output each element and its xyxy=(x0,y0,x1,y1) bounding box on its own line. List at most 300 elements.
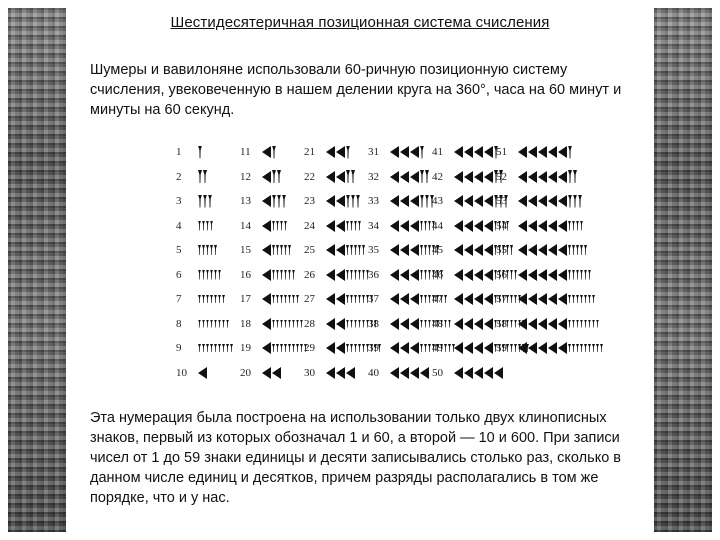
ten-wedge-icon xyxy=(390,195,399,207)
ten-wedge-icon xyxy=(326,342,335,354)
ten-wedge-icon xyxy=(336,146,345,158)
one-wedge-icon xyxy=(210,295,213,303)
one-wedge-icon xyxy=(284,221,287,231)
one-wedge-icon xyxy=(351,195,355,208)
one-wedge-icon xyxy=(272,245,275,255)
ten-wedge-icon xyxy=(454,195,463,207)
one-wedge-icon xyxy=(218,320,221,328)
page-title: Шестидесятеричная позиционная система счисления xyxy=(170,14,550,31)
ten-wedge-icon xyxy=(454,342,463,354)
cuneiform-numeral-glyph xyxy=(326,195,360,208)
ten-wedge-icon xyxy=(262,195,271,207)
ten-wedge-icon xyxy=(410,318,419,330)
one-wedge-icon xyxy=(350,221,353,231)
one-wedge-icon xyxy=(362,270,365,280)
intro-paragraph: Шумеры и вавилоняне использовали 60-ричную позиционную систему счисления, увековеченную в нашем делении круга на 360°, часа на 60 минут и минуты на 60 секунд. xyxy=(90,62,622,118)
numeral-cell xyxy=(176,238,217,262)
ten-wedge-icon xyxy=(326,195,335,207)
numeral-cell xyxy=(304,140,350,164)
ten-wedge-icon xyxy=(538,244,547,256)
numeral-cell xyxy=(176,214,213,238)
numeral-label: 11 xyxy=(240,146,251,158)
one-wedge-icon xyxy=(276,270,279,280)
one-wedge-icon xyxy=(596,320,599,328)
numeral-label: 59 xyxy=(496,342,507,354)
numeral-label: 14 xyxy=(240,219,251,232)
one-wedge-icon xyxy=(280,221,283,231)
one-wedge-icon xyxy=(206,245,209,255)
one-wedge-icon xyxy=(354,221,357,231)
ten-wedge-icon xyxy=(390,244,399,256)
numeral-label: 13 xyxy=(240,195,251,207)
ten-wedge-icon xyxy=(262,220,271,232)
numeral-label: 53 xyxy=(496,195,507,207)
numeral-cell xyxy=(368,165,429,189)
one-wedge-icon xyxy=(296,320,299,328)
one-wedge-icon xyxy=(576,221,579,231)
one-wedge-icon xyxy=(214,320,217,328)
one-wedge-icon xyxy=(276,344,279,352)
cuneiform-numeral-glyph xyxy=(518,220,583,232)
numeral-cell xyxy=(368,214,435,238)
one-wedge-icon xyxy=(576,295,579,303)
numeral-label: 58 xyxy=(496,317,507,330)
ten-wedge-icon xyxy=(484,293,493,305)
one-wedge-icon xyxy=(276,221,279,231)
numeral-cell xyxy=(368,238,439,262)
ten-wedge-icon xyxy=(538,269,547,281)
ten-wedge-icon xyxy=(518,195,527,207)
ten-wedge-icon xyxy=(262,146,271,158)
ten-wedge-icon xyxy=(346,367,355,379)
numeral-cell xyxy=(368,189,434,213)
ten-wedge-icon xyxy=(410,171,419,183)
ten-wedge-icon xyxy=(518,269,527,281)
one-wedge-icon xyxy=(288,320,291,328)
one-wedge-icon xyxy=(198,295,201,303)
one-wedge-icon xyxy=(351,170,355,183)
ten-wedge-icon xyxy=(538,293,547,305)
ten-wedge-icon xyxy=(474,171,483,183)
one-wedge-icon xyxy=(580,245,583,255)
one-wedge-icon xyxy=(596,344,599,352)
ten-wedge-icon xyxy=(474,220,483,232)
ten-wedge-icon xyxy=(454,220,463,232)
numeral-label: 8 xyxy=(176,317,182,330)
one-wedge-icon xyxy=(226,320,229,328)
numeral-cell xyxy=(176,361,207,385)
one-wedge-icon xyxy=(350,245,353,255)
numeral-label: 21 xyxy=(304,146,315,158)
numeral-cell xyxy=(432,140,498,164)
ten-wedge-icon xyxy=(400,146,409,158)
one-wedge-icon xyxy=(284,270,287,280)
numeral-label: 54 xyxy=(496,219,507,232)
ten-wedge-icon xyxy=(484,146,493,158)
ten-wedge-icon xyxy=(326,171,335,183)
one-wedge-icon xyxy=(206,270,209,280)
cuneiform-numeral-glyph xyxy=(326,244,365,256)
cuneiform-numeral-glyph xyxy=(262,195,286,208)
cuneiform-numeral-glyph xyxy=(262,342,307,354)
ten-wedge-icon xyxy=(484,171,493,183)
ten-wedge-icon xyxy=(484,269,493,281)
one-wedge-icon xyxy=(276,320,279,328)
one-wedge-icon xyxy=(424,221,427,231)
numeral-cell xyxy=(496,165,577,189)
one-wedge-icon xyxy=(424,245,427,255)
ten-wedge-icon xyxy=(538,342,547,354)
one-wedge-icon xyxy=(354,270,357,280)
numeral-label: 19 xyxy=(240,342,251,354)
one-wedge-icon xyxy=(572,221,575,231)
one-wedge-icon xyxy=(354,245,357,255)
one-wedge-icon xyxy=(568,320,571,328)
ten-wedge-icon xyxy=(484,195,493,207)
one-wedge-icon xyxy=(576,344,579,352)
one-wedge-icon xyxy=(203,195,207,208)
one-wedge-icon xyxy=(424,295,427,303)
cuneiform-numeral-glyph xyxy=(198,344,233,352)
numeral-label: 57 xyxy=(496,293,507,305)
numeral-label: 12 xyxy=(240,170,251,183)
one-wedge-icon xyxy=(277,195,281,208)
one-wedge-icon xyxy=(420,195,424,208)
one-wedge-icon xyxy=(210,245,213,255)
ten-wedge-icon xyxy=(558,195,567,207)
one-wedge-icon xyxy=(568,146,572,159)
ten-wedge-icon xyxy=(326,146,335,158)
cuneiform-numeral-glyph xyxy=(390,170,429,183)
one-wedge-icon xyxy=(280,320,283,328)
cuneiform-numeral-glyph xyxy=(198,195,212,208)
numeral-cell xyxy=(176,336,233,360)
numeral-cell xyxy=(432,361,503,385)
cuneiform-numeral-glyph xyxy=(518,318,599,330)
one-wedge-icon xyxy=(292,344,295,352)
one-wedge-icon xyxy=(346,195,350,208)
one-wedge-icon xyxy=(584,320,587,328)
one-wedge-icon xyxy=(580,270,583,280)
one-wedge-icon xyxy=(202,320,205,328)
one-wedge-icon xyxy=(568,295,571,303)
ten-wedge-icon xyxy=(538,195,547,207)
one-wedge-icon xyxy=(208,195,212,208)
ten-wedge-icon xyxy=(528,318,537,330)
one-wedge-icon xyxy=(356,195,360,208)
numeral-cell xyxy=(240,189,286,213)
cuneiform-numeral-glyph xyxy=(454,367,503,379)
one-wedge-icon xyxy=(222,295,225,303)
ten-wedge-icon xyxy=(528,269,537,281)
ten-wedge-icon xyxy=(400,244,409,256)
one-wedge-icon xyxy=(358,245,361,255)
ten-wedge-icon xyxy=(336,293,345,305)
ten-wedge-icon xyxy=(558,269,567,281)
one-wedge-icon xyxy=(424,320,427,328)
cuneiform-numeral-glyph xyxy=(518,342,603,354)
one-wedge-icon xyxy=(284,295,287,303)
one-wedge-icon xyxy=(588,344,591,352)
one-wedge-icon xyxy=(198,221,201,231)
one-wedge-icon xyxy=(218,295,221,303)
one-wedge-icon xyxy=(214,344,217,352)
numeral-cell xyxy=(496,312,599,336)
one-wedge-icon xyxy=(428,295,431,303)
numeral-label: 48 xyxy=(432,317,443,330)
numeral-cell xyxy=(240,214,287,238)
cuneiform-numeral-glyph xyxy=(518,146,572,159)
ten-wedge-icon xyxy=(420,367,429,379)
one-wedge-icon xyxy=(588,270,591,280)
one-wedge-icon xyxy=(202,270,205,280)
one-wedge-icon xyxy=(276,245,279,255)
cuneiform-numeral-glyph xyxy=(390,195,434,208)
cuneiform-numeral-glyph xyxy=(326,293,373,305)
ten-wedge-icon xyxy=(558,220,567,232)
ten-wedge-icon xyxy=(336,220,345,232)
one-wedge-icon xyxy=(346,295,349,303)
numeral-cell xyxy=(240,263,295,287)
one-wedge-icon xyxy=(358,221,361,231)
one-wedge-icon xyxy=(218,270,221,280)
ten-wedge-icon xyxy=(464,293,473,305)
cuneiform-numeral-glyph xyxy=(390,220,435,232)
numeral-cell xyxy=(304,238,365,262)
ten-wedge-icon xyxy=(390,318,399,330)
cuneiform-numeral-glyph xyxy=(262,170,281,183)
ten-wedge-icon xyxy=(494,367,503,379)
ten-wedge-icon xyxy=(558,342,567,354)
ten-wedge-icon xyxy=(410,342,419,354)
explanation-paragraph: Эта нумерация была построена на использовании только двух клинописных знаков, первый из которых обозначал 1 и 60, а второй — 10 и 600. При записи чисел от 1 до 59 знаки единицы и десяти записывались столько раз, сколько в данном числе единиц и десятков, причем разряды располагались в том же порядке, что и у нас. xyxy=(90,410,621,506)
numeral-label: 45 xyxy=(432,244,443,256)
ten-wedge-icon xyxy=(548,293,557,305)
numeral-cell xyxy=(176,165,207,189)
ten-wedge-icon xyxy=(518,220,527,232)
ten-wedge-icon xyxy=(538,220,547,232)
ten-wedge-icon xyxy=(484,367,493,379)
ten-wedge-icon xyxy=(558,244,567,256)
numeral-label: 2 xyxy=(176,170,182,183)
cuneiform-numeral-glyph xyxy=(262,244,291,256)
cuneiform-numeral-glyph xyxy=(198,320,229,328)
ten-wedge-icon xyxy=(390,171,399,183)
ten-wedge-icon xyxy=(484,342,493,354)
numeral-cell xyxy=(496,214,583,238)
ten-wedge-icon xyxy=(400,171,409,183)
ten-wedge-icon xyxy=(558,318,567,330)
ten-wedge-icon xyxy=(400,195,409,207)
ten-wedge-icon xyxy=(410,269,419,281)
one-wedge-icon xyxy=(346,221,349,231)
one-wedge-icon xyxy=(346,344,349,352)
one-wedge-icon xyxy=(214,245,217,255)
ten-wedge-icon xyxy=(400,220,409,232)
one-wedge-icon xyxy=(584,245,587,255)
one-wedge-icon xyxy=(206,221,209,231)
one-wedge-icon xyxy=(210,270,213,280)
one-wedge-icon xyxy=(272,221,275,231)
ten-wedge-icon xyxy=(528,171,537,183)
cuneiform-numeral-glyph xyxy=(262,269,295,281)
one-wedge-icon xyxy=(206,295,209,303)
numeral-label: 46 xyxy=(432,268,443,281)
one-wedge-icon xyxy=(420,270,423,280)
one-wedge-icon xyxy=(284,245,287,255)
one-wedge-icon xyxy=(420,295,423,303)
one-wedge-icon xyxy=(198,146,202,159)
ten-wedge-icon xyxy=(474,269,483,281)
cuneiform-numeral-glyph xyxy=(198,221,213,231)
ten-wedge-icon xyxy=(336,318,345,330)
ten-wedge-icon xyxy=(400,293,409,305)
numeral-cell xyxy=(304,165,355,189)
numeral-label: 55 xyxy=(496,244,507,256)
ten-wedge-icon xyxy=(198,367,207,379)
ten-wedge-icon xyxy=(336,367,345,379)
cuneiform-numeral-table xyxy=(176,140,556,380)
numeral-cell xyxy=(304,287,373,311)
one-wedge-icon xyxy=(362,344,365,352)
ten-wedge-icon xyxy=(336,269,345,281)
one-wedge-icon xyxy=(198,344,201,352)
ten-wedge-icon xyxy=(410,146,419,158)
one-wedge-icon xyxy=(282,195,286,208)
cuneiform-numeral-glyph xyxy=(198,245,217,255)
ten-wedge-icon xyxy=(454,269,463,281)
numeral-label: 26 xyxy=(304,268,315,281)
numeral-label: 6 xyxy=(176,268,182,281)
cuneiform-numeral-glyph xyxy=(518,170,577,183)
one-wedge-icon xyxy=(210,344,213,352)
ten-wedge-icon xyxy=(336,195,345,207)
numeral-label: 7 xyxy=(176,293,182,305)
numeral-cell xyxy=(240,165,281,189)
one-wedge-icon xyxy=(362,295,365,303)
one-wedge-icon xyxy=(288,270,291,280)
ten-wedge-icon xyxy=(558,171,567,183)
numeral-label: 24 xyxy=(304,219,315,232)
numeral-label: 15 xyxy=(240,244,251,256)
one-wedge-icon xyxy=(272,320,275,328)
one-wedge-icon xyxy=(272,146,276,159)
one-wedge-icon xyxy=(288,245,291,255)
ten-wedge-icon xyxy=(390,220,399,232)
one-wedge-icon xyxy=(568,170,572,183)
ten-wedge-icon xyxy=(464,195,473,207)
numeral-label: 35 xyxy=(368,244,379,256)
ten-wedge-icon xyxy=(336,244,345,256)
ten-wedge-icon xyxy=(400,269,409,281)
one-wedge-icon xyxy=(280,270,283,280)
one-wedge-icon xyxy=(420,170,424,183)
ten-wedge-icon xyxy=(454,293,463,305)
ten-wedge-icon xyxy=(528,195,537,207)
one-wedge-icon xyxy=(284,320,287,328)
one-wedge-icon xyxy=(288,344,291,352)
one-wedge-icon xyxy=(584,295,587,303)
one-wedge-icon xyxy=(354,344,357,352)
ten-wedge-icon xyxy=(548,146,557,158)
numeral-label: 44 xyxy=(432,219,443,232)
cuneiform-numeral-glyph xyxy=(518,244,587,256)
cuneiform-numeral-glyph xyxy=(454,146,498,159)
cuneiform-numeral-glyph xyxy=(326,367,355,379)
one-wedge-icon xyxy=(206,344,209,352)
one-wedge-icon xyxy=(296,344,299,352)
cuneiform-numeral-glyph xyxy=(326,170,355,183)
ten-wedge-icon xyxy=(474,367,483,379)
one-wedge-icon xyxy=(425,195,429,208)
numeral-cell xyxy=(368,361,429,385)
ten-wedge-icon xyxy=(548,342,557,354)
one-wedge-icon xyxy=(277,170,281,183)
numeral-cell xyxy=(496,140,572,164)
cuneiform-numeral-glyph xyxy=(262,220,287,232)
one-wedge-icon xyxy=(206,320,209,328)
one-wedge-icon xyxy=(572,320,575,328)
numeral-label: 56 xyxy=(496,268,507,281)
cuneiform-numeral-glyph xyxy=(198,270,221,280)
ten-wedge-icon xyxy=(326,220,335,232)
ten-wedge-icon xyxy=(336,342,345,354)
cuneiform-numeral-glyph xyxy=(198,295,225,303)
ten-wedge-icon xyxy=(548,244,557,256)
numeral-cell xyxy=(240,238,291,262)
one-wedge-icon xyxy=(428,344,431,352)
numeral-label: 4 xyxy=(176,219,182,232)
one-wedge-icon xyxy=(210,320,213,328)
ten-wedge-icon xyxy=(336,171,345,183)
ten-wedge-icon xyxy=(262,342,271,354)
one-wedge-icon xyxy=(588,320,591,328)
one-wedge-icon xyxy=(284,344,287,352)
numeral-label: 31 xyxy=(368,146,379,158)
numeral-cell xyxy=(432,165,503,189)
ten-wedge-icon xyxy=(548,195,557,207)
ten-wedge-icon xyxy=(410,195,419,207)
one-wedge-icon xyxy=(350,295,353,303)
numeral-cell xyxy=(176,189,212,213)
ten-wedge-icon xyxy=(410,220,419,232)
numeral-label: 49 xyxy=(432,342,443,354)
one-wedge-icon xyxy=(222,320,225,328)
ten-wedge-icon xyxy=(484,244,493,256)
ten-wedge-icon xyxy=(538,318,547,330)
one-wedge-icon xyxy=(226,344,229,352)
one-wedge-icon xyxy=(218,344,221,352)
one-wedge-icon xyxy=(354,295,357,303)
ten-wedge-icon xyxy=(464,220,473,232)
numeral-label: 18 xyxy=(240,317,251,330)
one-wedge-icon xyxy=(292,270,295,280)
ten-wedge-icon xyxy=(272,367,281,379)
numeral-label: 43 xyxy=(432,195,443,207)
numeral-cell xyxy=(176,287,225,311)
numeral-cell xyxy=(496,189,582,213)
cuneiform-numeral-glyph xyxy=(326,269,369,281)
ten-wedge-icon xyxy=(326,244,335,256)
ten-wedge-icon xyxy=(262,269,271,281)
ten-wedge-icon xyxy=(464,269,473,281)
numeral-cell xyxy=(496,287,595,311)
one-wedge-icon xyxy=(346,320,349,328)
ten-wedge-icon xyxy=(454,244,463,256)
numeral-cell xyxy=(304,263,369,287)
numeral-label: 17 xyxy=(240,293,251,305)
ten-wedge-icon xyxy=(518,293,527,305)
